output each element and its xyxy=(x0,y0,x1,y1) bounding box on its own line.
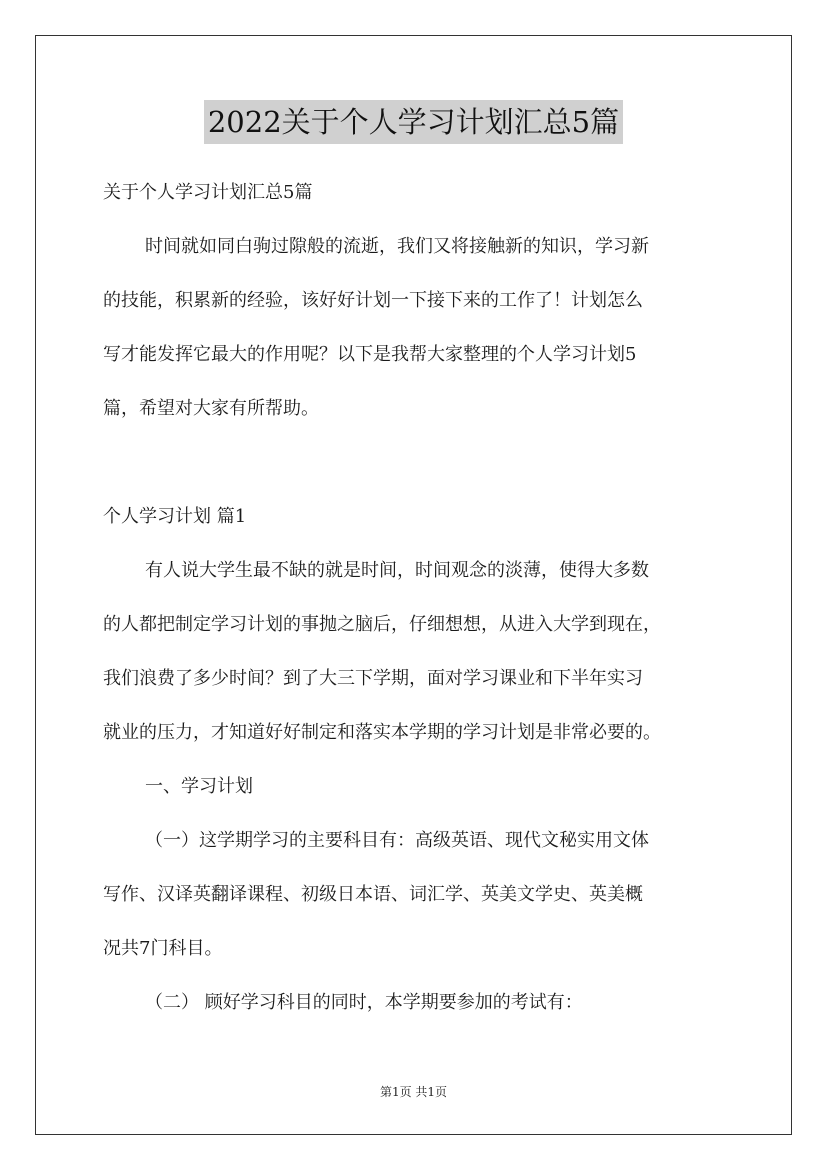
document-subtitle: 关于个人学习计划汇总5篇 xyxy=(103,182,313,203)
section-line-1: 有人说大学生最不缺的就是时间，时间观念的淡薄，使得大多数 xyxy=(145,560,649,581)
intro-line-3: 写才能发挥它最大的作用呢？以下是我帮大家整理的个人学习计划5 xyxy=(103,344,637,365)
item2-line: （二） 顾好学习科目的同时，本学期要参加的考试有： xyxy=(145,992,583,1013)
document-title: 2022关于个人学习计划汇总5篇 xyxy=(204,100,623,144)
section-heading: 个人学习计划 篇1 xyxy=(103,506,247,527)
section-line-2: 的人都把制定学习计划的事抛之脑后，仔细想想，从进入大学到现在， xyxy=(103,614,661,635)
item1-line-1: （一）这学期学习的主要科目有：高级英语、现代文秘实用文体 xyxy=(145,830,649,851)
item1-line-3: 况共7门科目。 xyxy=(103,938,223,959)
intro-line-2: 的技能，积累新的经验，该好好计划一下接下来的工作了！计划怎么 xyxy=(103,290,643,311)
item1-line-2: 写作、汉译英翻译课程、初级日本语、词汇学、英美文学史、英美概 xyxy=(103,884,643,905)
intro-line-1: 时间就如同白驹过隙般的流逝，我们又将接触新的知识，学习新 xyxy=(145,236,649,257)
page-footer: 第1页 共1页 xyxy=(379,1085,448,1099)
section-line-4: 就业的压力，才知道好好制定和落实本学期的学习计划是非常必要的。 xyxy=(103,722,661,743)
title-container xyxy=(0,100,827,144)
part-heading: 一、学习计划 xyxy=(145,776,253,797)
section-line-3: 我们浪费了多少时间？到了大三下学期，面对学习课业和下半年实习 xyxy=(103,668,643,689)
intro-line-4: 篇，希望对大家有所帮助。 xyxy=(103,398,319,419)
